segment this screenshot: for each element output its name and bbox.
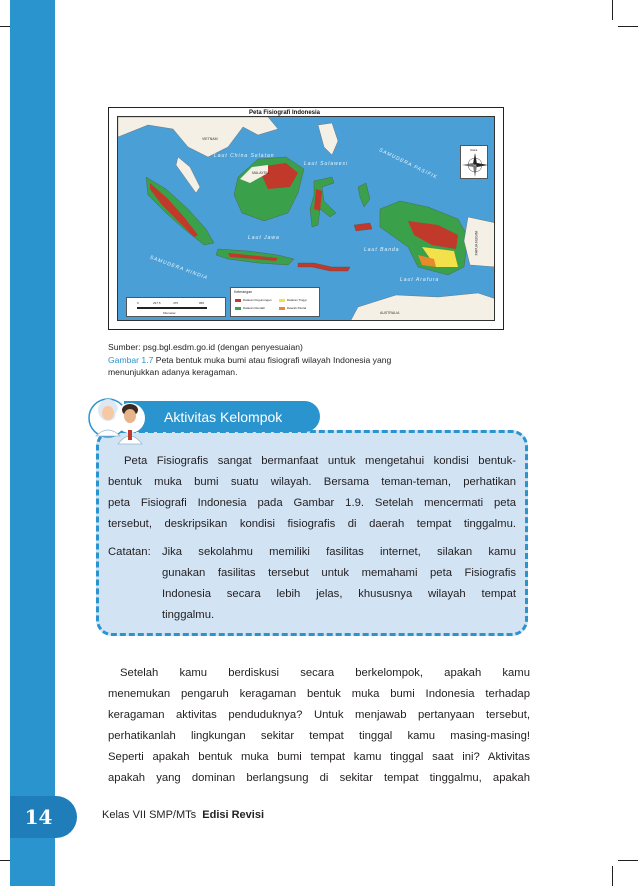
note-line: Jika sekolahmu memiliki fasilitas internet, silakan kamu bbox=[162, 546, 516, 558]
page-number: 14 bbox=[10, 796, 77, 838]
body-line: perhatikanlah lingkungan sekitar tempat tinggal kamu masing-masing! bbox=[108, 730, 530, 742]
footer-book: Kelas VII SMP/MTs bbox=[102, 809, 197, 821]
label-indian: SAMUDERA HINDIA bbox=[148, 254, 209, 282]
label-banda-sea: Laut Banda bbox=[364, 247, 400, 253]
body-line: menemukan pengaruh keragaman bentuk muka bumi Indonesia terhadap bbox=[108, 688, 530, 700]
activity-title: Aktivitas Kelompok bbox=[124, 401, 320, 432]
label-malaysia: MALAYSIA bbox=[252, 171, 270, 175]
activity-line: tersebut, deskripsikan kondisi fisiografis di daerah tempat tinggalmu. bbox=[108, 518, 516, 530]
activity-line: bentuk muka bumi suatu wilayah. Bersama teman-teman, perhatikan bbox=[108, 476, 516, 488]
map-title: Peta Fisiografi Indonesia bbox=[249, 110, 321, 116]
legend-item: Dataran Rendah bbox=[235, 306, 265, 310]
crop-mark bbox=[612, 866, 613, 886]
scale-tick: 950 bbox=[199, 301, 205, 305]
caption-figure bbox=[108, 354, 508, 367]
figure-text: Peta bentuk muka bumi atau fisiografi wilayah Indonesia yang bbox=[155, 354, 392, 365]
body-line: keragaman aktivitas penduduknya? Untuk menjawab pertanyaan tersebut, bbox=[108, 709, 530, 721]
students-icon bbox=[88, 394, 150, 446]
compass-label: Utara bbox=[470, 148, 478, 152]
figure-caption bbox=[108, 341, 508, 379]
body-line: Setelah kamu berdiskusi secara berkelompok, apakah kamu bbox=[120, 667, 530, 679]
label-china-sea: Laut China Selatan bbox=[214, 153, 275, 159]
scale-tick: 475 bbox=[173, 301, 179, 305]
label-png: PAPUA NUGINI bbox=[474, 230, 479, 256]
activity-line: Peta Fisiografis sangat bermanfaat untuk mengetahui kondisi bentuk- bbox=[124, 455, 516, 467]
label-australia: AUSTRALIA bbox=[380, 311, 400, 315]
note-label: Catatan: bbox=[108, 546, 151, 558]
compass-rose-icon bbox=[461, 152, 489, 178]
compass bbox=[460, 145, 488, 179]
footer-edition: Edisi Revisi bbox=[202, 809, 265, 821]
scale-tick: 237,5 bbox=[153, 301, 161, 305]
caption-figure-line2: menunjukkan adanya keragaman. bbox=[108, 367, 238, 377]
crop-mark bbox=[612, 0, 613, 20]
map-legend bbox=[230, 287, 320, 317]
scale-unit: Kilometer bbox=[163, 311, 176, 315]
legend-item: Dataran Pegunungan bbox=[235, 298, 272, 302]
body-line: Seperti apakah bentuk muka bumi tempat kamu tinggal saat ini? Aktivitas bbox=[108, 751, 530, 763]
page-footer bbox=[102, 809, 264, 821]
physiography-map bbox=[108, 107, 504, 330]
label-sulawesi-sea: Laut Sulawesi bbox=[304, 161, 349, 167]
activity-line: peta Fisiografi Indonesia pada Gambar 1.9. Setelah mencermati peta bbox=[108, 497, 516, 509]
body-line: apakah yang dominan berlangsung di sekitar tempat tinggalmu, apakah bbox=[108, 772, 530, 784]
scale-tick: 0 bbox=[137, 301, 139, 305]
caption-source: Sumber: psg.bgl.esdm.go.id (dengan penyesuaian) bbox=[108, 342, 303, 352]
legend-item: Dataran Tinggi bbox=[279, 298, 307, 302]
label-arafura-sea: Laut Arafura bbox=[400, 277, 440, 283]
map-canvas bbox=[117, 116, 495, 321]
crop-mark bbox=[618, 26, 638, 27]
legend-title: Keterangan bbox=[234, 290, 253, 294]
map-scale bbox=[126, 297, 226, 317]
note-line: tinggalmu. bbox=[162, 609, 215, 621]
students-illustration bbox=[88, 394, 150, 446]
note-line: Indonesia secara lebih jelas, khususnya wilayah tempat bbox=[162, 588, 516, 600]
side-color-bar bbox=[10, 0, 55, 886]
label-java-sea: Laut Jawa bbox=[248, 235, 280, 241]
figure-label: Gambar 1.7 bbox=[108, 354, 154, 365]
scale-bar bbox=[137, 307, 207, 309]
legend-item: Daerah Pantai bbox=[279, 306, 306, 310]
label-vietnam: VIETNAM bbox=[202, 137, 218, 141]
label-pacific: SAMUDERA PASIFIK bbox=[377, 147, 439, 181]
crop-mark bbox=[618, 860, 638, 861]
note-line: gunakan fasilitas tersebut untuk memahami peta Fisiografis bbox=[162, 567, 516, 579]
